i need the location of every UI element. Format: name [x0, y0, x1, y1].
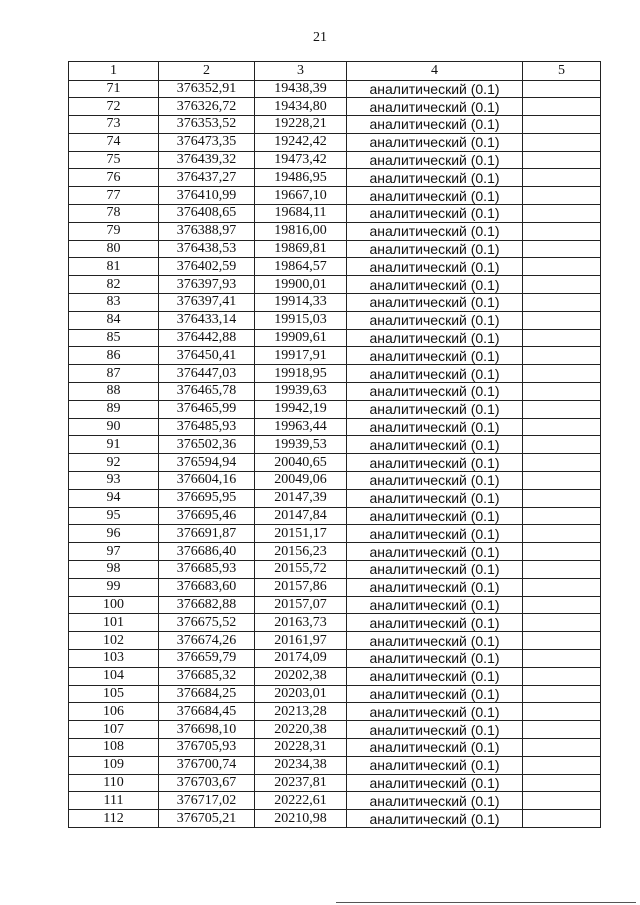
method-cell: аналитический (0.1): [347, 489, 523, 507]
table-row: [69, 507, 601, 525]
point-number-cell: 72: [69, 98, 159, 116]
table-row: [69, 738, 601, 756]
table-row: [69, 525, 601, 543]
table-row: [69, 632, 601, 650]
x-coordinate-cell: 376352,91: [159, 80, 255, 98]
method-cell: аналитический (0.1): [347, 80, 523, 98]
note-cell: [523, 507, 601, 525]
y-coordinate-cell: 20210,98: [255, 810, 347, 828]
point-number-cell: 82: [69, 276, 159, 294]
column-header-4: 4: [347, 62, 523, 81]
x-coordinate-cell: 376686,40: [159, 543, 255, 561]
y-coordinate-cell: 20222,61: [255, 792, 347, 810]
y-coordinate-cell: 19918,95: [255, 365, 347, 383]
point-number-cell: 102: [69, 632, 159, 650]
note-cell: [523, 169, 601, 187]
column-header-2: 2: [159, 62, 255, 81]
table-row: [69, 721, 601, 739]
point-number-cell: 100: [69, 596, 159, 614]
table-row: [69, 258, 601, 276]
note-cell: [523, 383, 601, 401]
column-header-1: 1: [69, 62, 159, 81]
x-coordinate-cell: 376683,60: [159, 578, 255, 596]
point-number-cell: 97: [69, 543, 159, 561]
x-coordinate-cell: 376402,59: [159, 258, 255, 276]
method-cell: аналитический (0.1): [347, 632, 523, 650]
x-coordinate-cell: 376674,26: [159, 632, 255, 650]
method-cell: аналитический (0.1): [347, 98, 523, 116]
method-cell: аналитический (0.1): [347, 240, 523, 258]
note-cell: [523, 276, 601, 294]
x-coordinate-cell: 376437,27: [159, 169, 255, 187]
table-row: [69, 187, 601, 205]
y-coordinate-cell: 19473,42: [255, 151, 347, 169]
table-row: [69, 756, 601, 774]
method-cell: аналитический (0.1): [347, 561, 523, 579]
x-coordinate-cell: 376465,99: [159, 400, 255, 418]
note-cell: [523, 400, 601, 418]
point-number-cell: 73: [69, 116, 159, 134]
point-number-cell: 95: [69, 507, 159, 525]
y-coordinate-cell: 20213,28: [255, 703, 347, 721]
point-number-cell: 94: [69, 489, 159, 507]
method-cell: аналитический (0.1): [347, 205, 523, 223]
y-coordinate-cell: 19909,61: [255, 329, 347, 347]
bottom-rule: [336, 902, 636, 903]
y-coordinate-cell: 19915,03: [255, 311, 347, 329]
table-row: [69, 329, 601, 347]
point-number-cell: 91: [69, 436, 159, 454]
table-row: [69, 151, 601, 169]
header-row: [69, 62, 601, 81]
table-row: [69, 436, 601, 454]
note-cell: [523, 98, 601, 116]
method-cell: аналитический (0.1): [347, 774, 523, 792]
method-cell: аналитический (0.1): [347, 169, 523, 187]
column-header-3: 3: [255, 62, 347, 81]
x-coordinate-cell: 376410,99: [159, 187, 255, 205]
point-number-cell: 108: [69, 738, 159, 756]
note-cell: [523, 810, 601, 828]
x-coordinate-cell: 376433,14: [159, 311, 255, 329]
note-cell: [523, 258, 601, 276]
note-cell: [523, 418, 601, 436]
note-cell: [523, 187, 601, 205]
point-number-cell: 98: [69, 561, 159, 579]
method-cell: аналитический (0.1): [347, 703, 523, 721]
method-cell: аналитический (0.1): [347, 454, 523, 472]
note-cell: [523, 578, 601, 596]
table-row: [69, 774, 601, 792]
x-coordinate-cell: 376388,97: [159, 222, 255, 240]
method-cell: аналитический (0.1): [347, 187, 523, 205]
point-number-cell: 93: [69, 472, 159, 490]
y-coordinate-cell: 19864,57: [255, 258, 347, 276]
x-coordinate-cell: 376695,95: [159, 489, 255, 507]
point-number-cell: 85: [69, 329, 159, 347]
point-number-cell: 90: [69, 418, 159, 436]
x-coordinate-cell: 376502,36: [159, 436, 255, 454]
x-coordinate-cell: 376397,41: [159, 294, 255, 312]
note-cell: [523, 774, 601, 792]
y-coordinate-cell: 20147,84: [255, 507, 347, 525]
table-row: [69, 400, 601, 418]
point-number-cell: 99: [69, 578, 159, 596]
method-cell: аналитический (0.1): [347, 667, 523, 685]
method-cell: аналитический (0.1): [347, 133, 523, 151]
point-number-cell: 87: [69, 365, 159, 383]
x-coordinate-cell: 376684,45: [159, 703, 255, 721]
method-cell: аналитический (0.1): [347, 738, 523, 756]
y-coordinate-cell: 19228,21: [255, 116, 347, 134]
method-cell: аналитический (0.1): [347, 721, 523, 739]
y-coordinate-cell: 20156,23: [255, 543, 347, 561]
y-coordinate-cell: 19434,80: [255, 98, 347, 116]
table-row: [69, 578, 601, 596]
point-number-cell: 89: [69, 400, 159, 418]
y-coordinate-cell: 19816,00: [255, 222, 347, 240]
note-cell: [523, 703, 601, 721]
table-row: [69, 222, 601, 240]
method-cell: аналитический (0.1): [347, 507, 523, 525]
point-number-cell: 80: [69, 240, 159, 258]
y-coordinate-cell: 20155,72: [255, 561, 347, 579]
point-number-cell: 104: [69, 667, 159, 685]
point-number-cell: 83: [69, 294, 159, 312]
y-coordinate-cell: 20237,81: [255, 774, 347, 792]
point-number-cell: 111: [69, 792, 159, 810]
table-row: [69, 810, 601, 828]
y-coordinate-cell: 19242,42: [255, 133, 347, 151]
table-row: [69, 276, 601, 294]
note-cell: [523, 133, 601, 151]
x-coordinate-cell: 376659,79: [159, 650, 255, 668]
table-row: [69, 596, 601, 614]
method-cell: аналитический (0.1): [347, 614, 523, 632]
table-row: [69, 294, 601, 312]
y-coordinate-cell: 20049,06: [255, 472, 347, 490]
method-cell: аналитический (0.1): [347, 116, 523, 134]
note-cell: [523, 116, 601, 134]
point-number-cell: 71: [69, 80, 159, 98]
method-cell: аналитический (0.1): [347, 329, 523, 347]
x-coordinate-cell: 376705,21: [159, 810, 255, 828]
note-cell: [523, 614, 601, 632]
method-cell: аналитический (0.1): [347, 311, 523, 329]
y-coordinate-cell: 19939,63: [255, 383, 347, 401]
point-number-cell: 96: [69, 525, 159, 543]
x-coordinate-cell: 376485,93: [159, 418, 255, 436]
table-row: [69, 365, 601, 383]
page-number: 21: [313, 30, 327, 45]
method-cell: аналитический (0.1): [347, 792, 523, 810]
point-number-cell: 105: [69, 685, 159, 703]
point-number-cell: 86: [69, 347, 159, 365]
point-number-cell: 75: [69, 151, 159, 169]
y-coordinate-cell: 20203,01: [255, 685, 347, 703]
table-row: [69, 667, 601, 685]
note-cell: [523, 650, 601, 668]
note-cell: [523, 721, 601, 739]
note-cell: [523, 80, 601, 98]
table-row: [69, 650, 601, 668]
y-coordinate-cell: 20228,31: [255, 738, 347, 756]
y-coordinate-cell: 19486,95: [255, 169, 347, 187]
table-row: [69, 240, 601, 258]
method-cell: аналитический (0.1): [347, 472, 523, 490]
y-coordinate-cell: 19438,39: [255, 80, 347, 98]
x-coordinate-cell: 376439,32: [159, 151, 255, 169]
table-row: [69, 792, 601, 810]
y-coordinate-cell: 19900,01: [255, 276, 347, 294]
y-coordinate-cell: 20174,09: [255, 650, 347, 668]
x-coordinate-cell: 376326,72: [159, 98, 255, 116]
x-coordinate-cell: 376397,93: [159, 276, 255, 294]
x-coordinate-cell: 376684,25: [159, 685, 255, 703]
x-coordinate-cell: 376353,52: [159, 116, 255, 134]
point-number-cell: 103: [69, 650, 159, 668]
y-coordinate-cell: 20151,17: [255, 525, 347, 543]
x-coordinate-cell: 376682,88: [159, 596, 255, 614]
table-row: [69, 685, 601, 703]
table-row: [69, 98, 601, 116]
point-number-cell: 81: [69, 258, 159, 276]
table-row: [69, 169, 601, 187]
note-cell: [523, 596, 601, 614]
y-coordinate-cell: 20157,86: [255, 578, 347, 596]
table-row: [69, 614, 601, 632]
point-number-cell: 78: [69, 205, 159, 223]
table-body: [69, 80, 601, 827]
note-cell: [523, 222, 601, 240]
method-cell: аналитический (0.1): [347, 578, 523, 596]
table-header: [69, 62, 601, 81]
note-cell: [523, 436, 601, 454]
coordinates-table: [68, 61, 601, 828]
note-cell: [523, 329, 601, 347]
method-cell: аналитический (0.1): [347, 400, 523, 418]
table-row: [69, 205, 601, 223]
y-coordinate-cell: 19963,44: [255, 418, 347, 436]
y-coordinate-cell: 20163,73: [255, 614, 347, 632]
note-cell: [523, 365, 601, 383]
point-number-cell: 92: [69, 454, 159, 472]
x-coordinate-cell: 376442,88: [159, 329, 255, 347]
y-coordinate-cell: 19917,91: [255, 347, 347, 365]
point-number-cell: 107: [69, 721, 159, 739]
x-coordinate-cell: 376703,67: [159, 774, 255, 792]
y-coordinate-cell: 19869,81: [255, 240, 347, 258]
y-coordinate-cell: 20157,07: [255, 596, 347, 614]
column-header-5: 5: [523, 62, 601, 81]
y-coordinate-cell: 20161,97: [255, 632, 347, 650]
y-coordinate-cell: 20220,38: [255, 721, 347, 739]
method-cell: аналитический (0.1): [347, 383, 523, 401]
method-cell: аналитический (0.1): [347, 596, 523, 614]
note-cell: [523, 347, 601, 365]
note-cell: [523, 472, 601, 490]
x-coordinate-cell: 376700,74: [159, 756, 255, 774]
x-coordinate-cell: 376705,93: [159, 738, 255, 756]
point-number-cell: 77: [69, 187, 159, 205]
y-coordinate-cell: 19667,10: [255, 187, 347, 205]
table-row: [69, 133, 601, 151]
point-number-cell: 88: [69, 383, 159, 401]
point-number-cell: 109: [69, 756, 159, 774]
y-coordinate-cell: 19939,53: [255, 436, 347, 454]
table-row: [69, 383, 601, 401]
method-cell: аналитический (0.1): [347, 222, 523, 240]
point-number-cell: 106: [69, 703, 159, 721]
note-cell: [523, 792, 601, 810]
y-coordinate-cell: 19684,11: [255, 205, 347, 223]
point-number-cell: 76: [69, 169, 159, 187]
table-row: [69, 543, 601, 561]
y-coordinate-cell: 19914,33: [255, 294, 347, 312]
method-cell: аналитический (0.1): [347, 436, 523, 454]
table-row: [69, 454, 601, 472]
point-number-cell: 110: [69, 774, 159, 792]
note-cell: [523, 667, 601, 685]
x-coordinate-cell: 376675,52: [159, 614, 255, 632]
table-row: [69, 472, 601, 490]
method-cell: аналитический (0.1): [347, 151, 523, 169]
method-cell: аналитический (0.1): [347, 810, 523, 828]
method-cell: аналитический (0.1): [347, 347, 523, 365]
table-row: [69, 703, 601, 721]
x-coordinate-cell: 376473,35: [159, 133, 255, 151]
note-cell: [523, 632, 601, 650]
x-coordinate-cell: 376447,03: [159, 365, 255, 383]
y-coordinate-cell: 20202,38: [255, 667, 347, 685]
point-number-cell: 112: [69, 810, 159, 828]
table-row: [69, 418, 601, 436]
x-coordinate-cell: 376685,93: [159, 561, 255, 579]
note-cell: [523, 240, 601, 258]
table-row: [69, 489, 601, 507]
point-number-cell: 84: [69, 311, 159, 329]
method-cell: аналитический (0.1): [347, 650, 523, 668]
x-coordinate-cell: 376450,41: [159, 347, 255, 365]
x-coordinate-cell: 376695,46: [159, 507, 255, 525]
point-number-cell: 74: [69, 133, 159, 151]
point-number-cell: 101: [69, 614, 159, 632]
note-cell: [523, 685, 601, 703]
y-coordinate-cell: 20234,38: [255, 756, 347, 774]
table-row: [69, 347, 601, 365]
x-coordinate-cell: 376438,53: [159, 240, 255, 258]
x-coordinate-cell: 376594,94: [159, 454, 255, 472]
note-cell: [523, 454, 601, 472]
note-cell: [523, 756, 601, 774]
method-cell: аналитический (0.1): [347, 294, 523, 312]
table-row: [69, 561, 601, 579]
table-row: [69, 80, 601, 98]
note-cell: [523, 525, 601, 543]
y-coordinate-cell: 19942,19: [255, 400, 347, 418]
method-cell: аналитический (0.1): [347, 525, 523, 543]
note-cell: [523, 738, 601, 756]
note-cell: [523, 311, 601, 329]
method-cell: аналитический (0.1): [347, 258, 523, 276]
x-coordinate-cell: 376691,87: [159, 525, 255, 543]
note-cell: [523, 294, 601, 312]
x-coordinate-cell: 376698,10: [159, 721, 255, 739]
method-cell: аналитический (0.1): [347, 418, 523, 436]
x-coordinate-cell: 376465,78: [159, 383, 255, 401]
y-coordinate-cell: 20147,39: [255, 489, 347, 507]
method-cell: аналитический (0.1): [347, 756, 523, 774]
note-cell: [523, 489, 601, 507]
method-cell: аналитический (0.1): [347, 543, 523, 561]
x-coordinate-cell: 376604,16: [159, 472, 255, 490]
table-row: [69, 116, 601, 134]
x-coordinate-cell: 376717,02: [159, 792, 255, 810]
note-cell: [523, 151, 601, 169]
x-coordinate-cell: 376685,32: [159, 667, 255, 685]
y-coordinate-cell: 20040,65: [255, 454, 347, 472]
x-coordinate-cell: 376408,65: [159, 205, 255, 223]
table-row: [69, 311, 601, 329]
point-number-cell: 79: [69, 222, 159, 240]
note-cell: [523, 205, 601, 223]
note-cell: [523, 543, 601, 561]
method-cell: аналитический (0.1): [347, 276, 523, 294]
method-cell: аналитический (0.1): [347, 365, 523, 383]
method-cell: аналитический (0.1): [347, 685, 523, 703]
note-cell: [523, 561, 601, 579]
